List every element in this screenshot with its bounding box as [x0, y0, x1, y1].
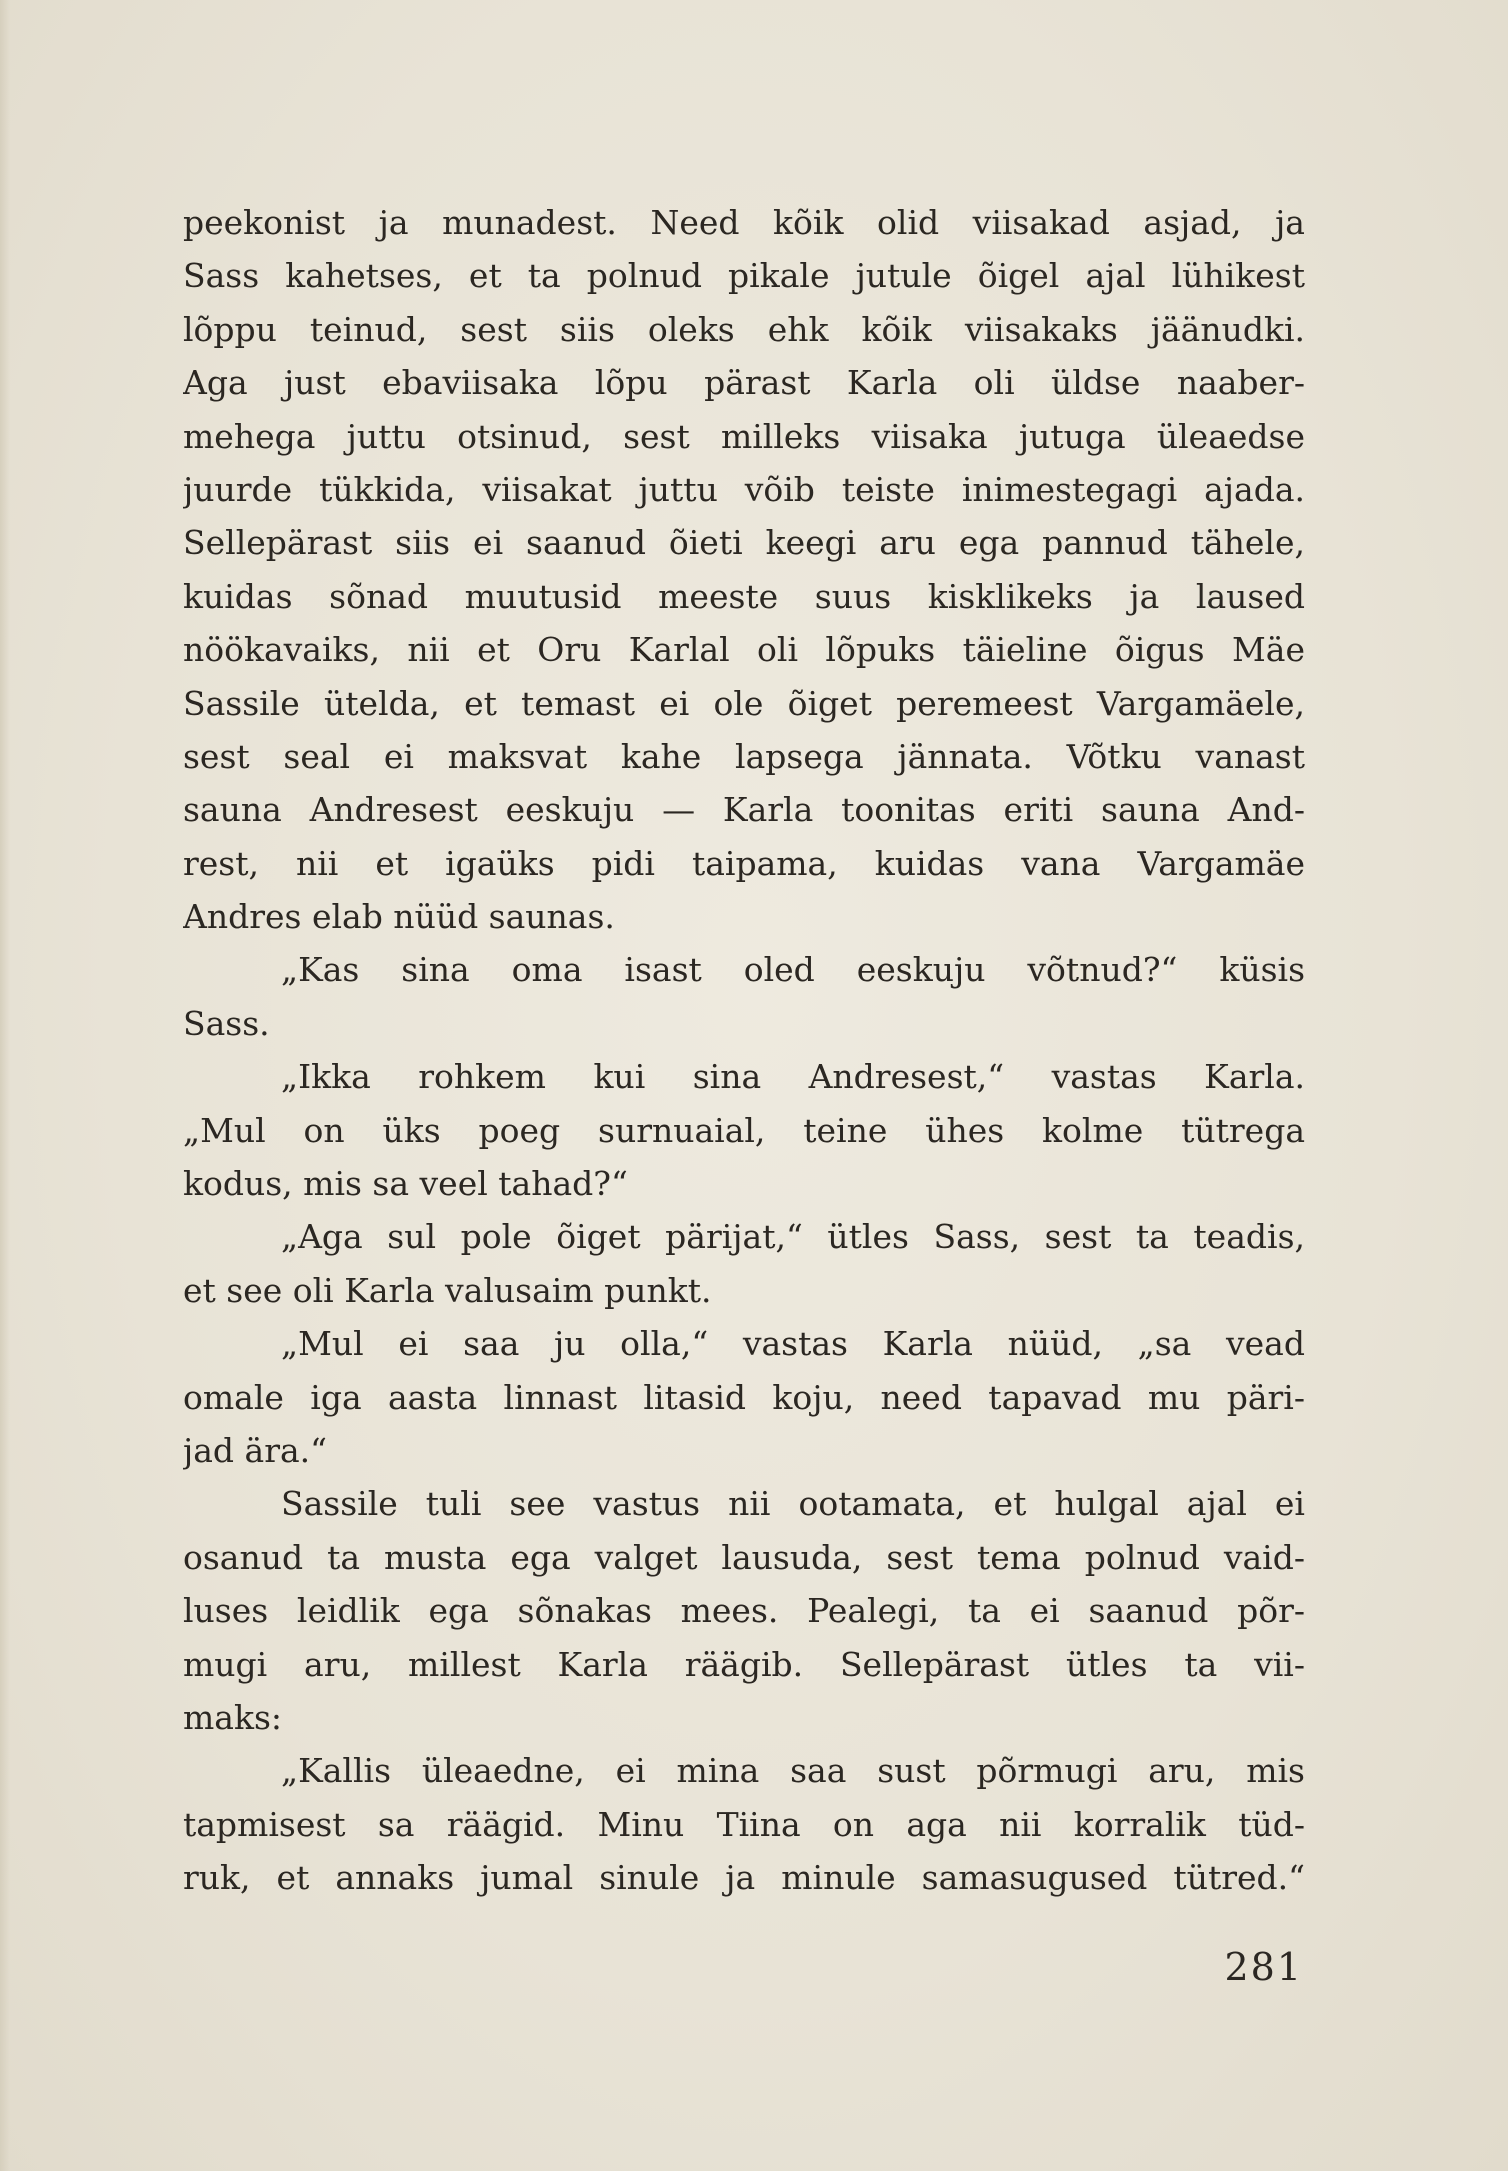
text-line: kodus, mis sa veel tahad?“ — [183, 1164, 628, 1204]
text-line: peekonist ja munadest. Need kõik olid viisakad asjad, ja — [183, 203, 1305, 242]
text-line: ruk, et annaks jumal sinule ja minule samasugused tütred.“ — [183, 1858, 1305, 1898]
page-edge-shadow — [0, 0, 10, 2171]
text-line: Aga just ebaviisaka lõpu pärast Karla oli üldse naaber- — [183, 363, 1305, 403]
text-line: omale iga aasta linnast litasid koju, need tapavad mu päri- — [183, 1377, 1305, 1417]
text-line: Sassile tuli see vastus nii ootamata, et hulgal ajal ei — [281, 1484, 1305, 1524]
text-line: „Mul on üks poeg surnuaial, teine ühes kolme tütrega — [183, 1110, 1305, 1150]
text-line: „Kas sina oma isast oled eeskuju võtnud?“ küsis — [281, 950, 1305, 990]
text-line: Sellepärast siis ei saanud õieti keegi aru ega pannud tähele, — [183, 523, 1305, 563]
text-line: tapmisest sa räägid. Minu Tiina on aga nii korralik tüd- — [183, 1804, 1305, 1844]
text-line: Andres elab nüüd saunas. — [183, 897, 615, 937]
text-line: maks: — [183, 1697, 283, 1737]
text-line: juurde tükkida, viisakat juttu võib teiste inimestegagi ajada. — [183, 469, 1305, 509]
text-line: jad ära.“ — [183, 1430, 328, 1470]
text-line: et see oli Karla valusaim punkt. — [183, 1270, 712, 1310]
text-line: lõppu teinud, sest siis oleks ehk kõik viisakaks jäänudki. — [183, 309, 1305, 349]
text-line: „Mul ei saa ju olla,“ vastas Karla nüüd, „sa vead — [281, 1324, 1305, 1364]
text-line: mehega juttu otsinud, sest milleks viisaka jutuga üleaedse — [183, 416, 1305, 456]
text-line: Sassile ütelda, et temast ei ole õiget peremeest Vargamäele, — [183, 683, 1305, 723]
text-line: „Ikka rohkem kui sina Andresest,“ vastas Karla. — [281, 1057, 1305, 1097]
text-line: „Aga sul pole õiget pärijat,“ ütles Sass, sest ta teadis, — [281, 1217, 1305, 1257]
text-line: nöökavaiks, nii et Oru Karlal oli lõpuks täieline õigus Mäe — [183, 630, 1305, 670]
text-line: Sass kahetses, et ta polnud pikale jutule õigel ajal lühikest — [183, 256, 1305, 296]
text-line: „Kallis üleaedne, ei mina saa sust põrmugi aru, mis — [281, 1751, 1305, 1791]
text-line: sest seal ei maksvat kahe lapsega jännata. Võtku vanast — [183, 736, 1305, 776]
text-line: luses leidlik ega sõnakas mees. Pealegi, ta ei saanud põr- — [183, 1591, 1305, 1631]
text-line: kuidas sõnad muutusid meeste suus kisklikeks ja laused — [183, 576, 1305, 616]
text-line: osanud ta musta ega valget lausuda, sest tema polnud vaid- — [183, 1537, 1305, 1577]
text-line: mugi aru, millest Karla räägib. Sellepärast ütles ta vii- — [183, 1644, 1305, 1684]
text-line: rest, nii et igaüks pidi taipama, kuidas vana Vargamäe — [183, 843, 1305, 883]
page-number: 281 — [1224, 1945, 1303, 1989]
text-line: sauna Andresest eeskuju — Karla toonitas eriti sauna And- — [183, 790, 1305, 830]
text-line: Sass. — [183, 1003, 270, 1043]
body-text — [183, 196, 1305, 1905]
